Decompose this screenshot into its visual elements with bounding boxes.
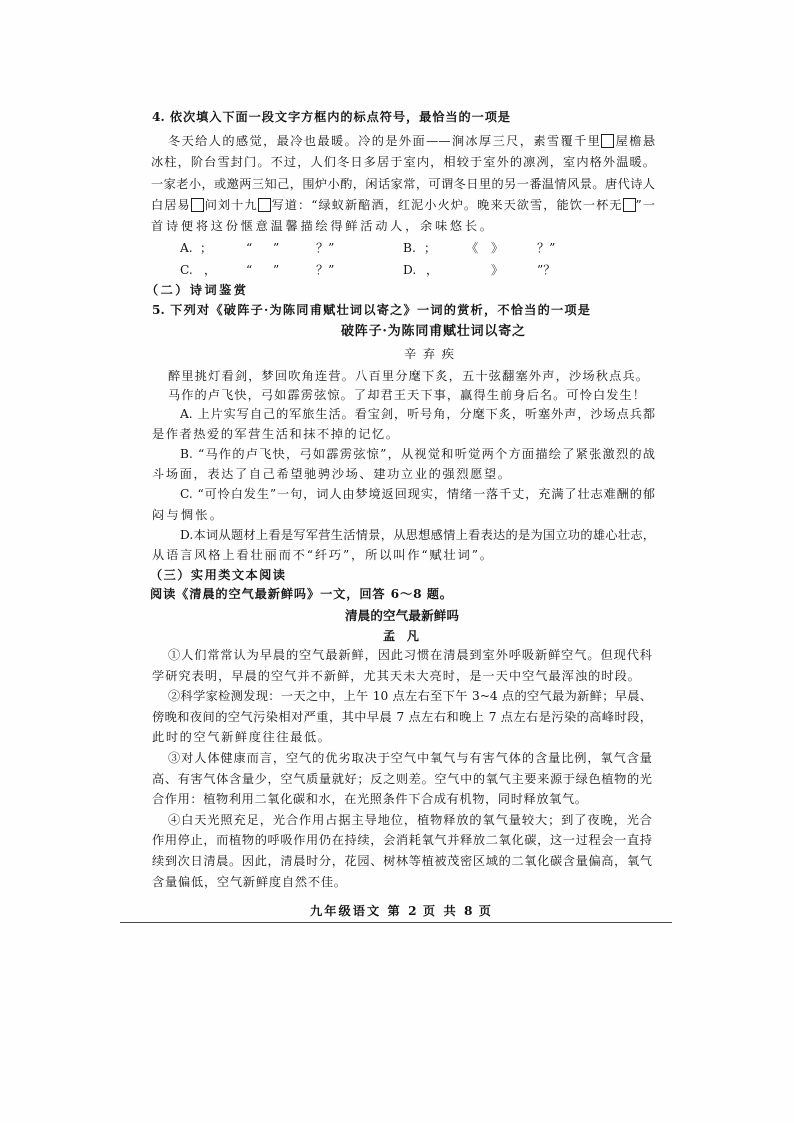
poem-title: 破阵子·为陈同甫赋壮词以寄之 [341, 324, 525, 339]
passage-line-1 [168, 131, 655, 151]
passage-text: 冬天给人的感觉，最冷也最暖。冷的是外面——涧冰厚三尺，素雪覆千里 [168, 134, 602, 148]
q5-option-b-text: “马作的卢飞快，弓如霹雳弦惊”，从视觉和听觉两个方面描绘了紧张激烈的战 [197, 447, 655, 461]
passage-text: 问刘十九 [203, 198, 258, 212]
article-paragraph-2-line: 傍晚和夜间的空气污染相对严重，其中早晨 7 点左右和晚上 7 点左右是污染的高峰时段， [152, 710, 652, 724]
q5-option-d-label: D. [180, 528, 194, 542]
option-c-mark: ， [204, 263, 217, 277]
blank-box [258, 198, 271, 212]
q5-option-c-continued: 闷与惆怅。 [152, 508, 222, 522]
q5-option-a-text: 上片实写自己的军旅生活。看宝剑，听号角，分麾下炙，听塞外声，沙场点兵都 [197, 407, 655, 421]
article-paragraph-4-line: 作用停止，而植物的呼吸作用仍在持续，会消耗氧气并释放二氧化碳，这一过程会一直持 [152, 833, 652, 847]
option-b-mark: 《 [466, 241, 479, 255]
q5-option-d [180, 525, 655, 545]
option-a-mark: ； [200, 241, 213, 255]
option-c-mark: ” [273, 263, 280, 277]
page-footer: 九年级语文 第 2 页 共 8 页 [310, 904, 491, 918]
article-paragraph-1-line: 学研究表明，早晨的空气并不新鲜，尤其天未大亮时，是一天中空气最浑浊的时段。 [152, 669, 640, 683]
option-b-mark: ； [424, 241, 437, 255]
question-4-stem: 4. 依次填入下面一段文字方框内的标点符号，最恰当的一项是 [152, 110, 510, 124]
passage-line-2: 冰柱，阶台雪封门。不过，人们冬日多居于室内，相较于室外的凛冽，室内格外温暖。 [151, 155, 655, 169]
option-d-mark: ， [426, 263, 439, 277]
option-c-label: C. [180, 263, 193, 277]
option-c-mark: “ [246, 263, 253, 277]
section-3-instruction: 阅读《清晨的空气最新鲜吗》一文，回答 6～8 题。 [150, 587, 452, 601]
option-d-label: D. [403, 263, 417, 277]
article-paragraph-2-line: 此时的空气新鲜度往往最低。 [152, 730, 330, 744]
passage-text: 屋檐悬 [614, 134, 655, 148]
passage-line-5: 首诗便将这份惬意温馨描绘得鲜活动人，余味悠长。 [151, 219, 492, 233]
option-d-mark: 》 [491, 263, 504, 277]
passage-line-4 [151, 195, 655, 215]
article-paragraph-4-line: 含量偏低，空气新鲜度自然不佳。 [152, 875, 346, 889]
article-paragraph-3-line: 合作用：植物利用二氧化碳和水，在光照条件下合成有机物，同时释放氧气。 [152, 792, 587, 806]
passage-text: 白居易 [151, 198, 191, 212]
footer-divider [120, 922, 672, 923]
question-4-options-row-cd [0, 260, 794, 280]
option-c-mark: ？” [316, 263, 335, 277]
option-a-mark: ？” [316, 241, 335, 255]
passage-line-3: 一家老小，或邀两三知己，围炉小酌，闲话家常，可谓冬日里的另一番温情风景。唐代诗人 [151, 177, 655, 191]
q5-option-d-text: 本词从题材上看是写军营生活情景，从思想感情上看表达的是为国立功的雄心壮志， [193, 528, 655, 542]
q5-option-a-continued: 是作者热爱的军营生活和抹不掉的记忆。 [152, 427, 398, 441]
q5-option-b [180, 444, 655, 464]
option-b-mark: ？” [537, 241, 556, 255]
q5-option-c-label: C. [180, 487, 193, 501]
blank-box [601, 134, 614, 148]
blank-box [623, 198, 636, 212]
q5-option-c-text: “可怜白发生”一句，词人由梦境返回现实，情绪一落千丈，充满了壮志难酬的郁 [197, 487, 655, 501]
question-5-stem: 5. 下列对《破阵子·为陈同甫赋壮词以寄之》一词的赏析，不恰当的一项是 [152, 303, 590, 317]
option-a-mark: ” [273, 241, 280, 255]
article-author: 孟 凡 [383, 629, 419, 643]
option-a-label: A. [180, 241, 193, 255]
q5-option-d-continued: 从语言风格上看壮丽而不“纤巧”，所以叫作“赋壮词”。 [152, 548, 492, 562]
article-title: 清晨的空气最新鲜吗 [345, 608, 459, 623]
q5-option-b-continued: 斗场面，表达了自己希望驰骋沙场、建功立业的强烈愿望。 [152, 467, 510, 481]
option-d-mark: ”？ [537, 263, 556, 277]
passage-text: ”一 [635, 198, 655, 212]
poem-author: 辛弃疾 [404, 347, 454, 361]
blank-box [191, 198, 204, 212]
q5-option-a [180, 404, 655, 424]
article-paragraph-4-line: 续到次日清晨。因此，清晨时分，花园、树林等植被茂密区域的二氧化碳含量偏高，氧气 [152, 854, 652, 868]
article-paragraph-1-line: ①人们常常认为早晨的空气最新鲜，因此习惯在清晨到室外呼吸新鲜空气。但现代科 [168, 648, 652, 662]
article-paragraph-3-line: ③对人体健康而言，空气的优劣取决于空气中氧气与有害气体的含量比例，氧气含量 [168, 751, 652, 765]
question-4-options-row-ab [0, 238, 794, 258]
passage-text: 写道：“绿蚁新醅酒，红泥小火炉。晚来天欲雪，能饮一杯无 [270, 198, 623, 212]
poem-line-2: 马作的卢飞快，弓如霹雳弦惊。了却君王天下事，赢得生前身后名。可怜白发生！ [168, 388, 645, 402]
section-2-heading: （二）诗词鉴赏 [146, 283, 246, 297]
q5-option-a-label: A. [180, 407, 193, 421]
section-3-heading: （三）实用类文本阅读 [150, 568, 285, 582]
article-paragraph-4-line: ④白天光照充足，光合作用占据主导地位，植物释放的氧气量较大；到了夜晚，光合 [168, 813, 652, 827]
poem-line-1: 醉里挑灯看剑，梦回吹角连营。八百里分麾下炙，五十弦翻塞外声，沙场秋点兵。 [168, 369, 648, 383]
article-paragraph-2-line: ②科学家检测发现：一天之中，上午 10 点左右至下午 3~4 点的空气最为新鲜；早晨、 [168, 689, 652, 703]
option-a-mark: “ [246, 241, 253, 255]
q5-option-b-label: B. [180, 447, 193, 461]
option-b-mark: 》 [491, 241, 504, 255]
option-b-label: B. [403, 241, 416, 255]
q5-option-c [180, 484, 655, 504]
article-paragraph-3-line: 高、有害气体含量少，空气质量就好；反之则差。空气中的氧气主要来源于绿色植物的光 [152, 772, 652, 786]
